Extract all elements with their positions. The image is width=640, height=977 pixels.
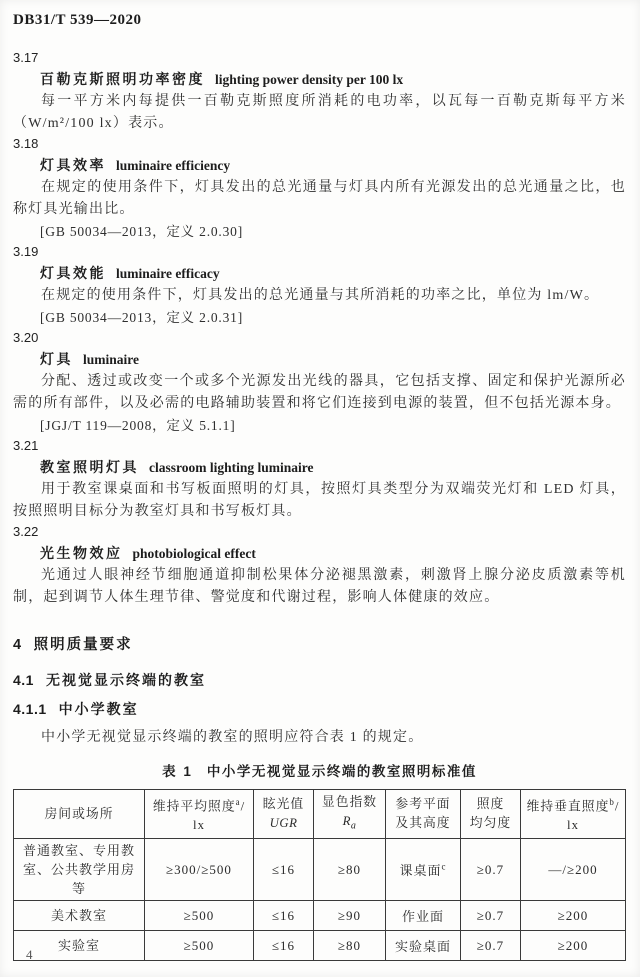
term-en: lighting power density per 100 lx: [215, 72, 404, 87]
cell-reference-plane: 作业面: [386, 901, 461, 931]
table-caption: [13, 760, 626, 780]
header-symbol: UGR: [269, 816, 298, 830]
col-header-uniformity: [461, 790, 521, 839]
term-en: classroom lighting luminaire: [149, 460, 314, 475]
header-text: 照度: [476, 797, 505, 811]
subsection-number: 4.1.1: [13, 701, 47, 717]
cell-ugr: ≤16: [254, 931, 314, 961]
header-unit: lx: [567, 818, 579, 833]
cell-illuminance: ≥500: [145, 901, 254, 931]
col-header-glare: [254, 790, 314, 839]
section-number: 3.21: [13, 438, 39, 453]
header-text: 显色指数: [321, 794, 378, 809]
term-heading: [40, 456, 626, 479]
term-block-3-19: [13, 243, 626, 329]
col-header-color-rendering: [314, 790, 386, 839]
header-text-line2: 及其高度: [395, 816, 451, 830]
header-text: 眩光值: [262, 797, 305, 811]
cell-text: 课桌面: [399, 863, 442, 878]
term-en: photobiological effect: [132, 546, 256, 561]
term-zh: 光生物效应: [40, 545, 123, 561]
subsection-title: 无视觉显示终端的教室: [45, 672, 206, 688]
cell-room: 美术教室: [14, 901, 145, 931]
terms-section: [13, 49, 626, 609]
subsection-heading-4-1: [13, 670, 626, 690]
term-heading: [40, 68, 626, 91]
cell-vertical: —/≥200: [521, 839, 626, 901]
term-definition: 分配、透过或改变一个或多个光源发出光线的器具，它包括支撑、固定和保护光源所必需的所有部件，以及必需的电路辅助装置和将它们连接到电源的装置，但不包括光源本身。: [13, 374, 626, 411]
cell-ugr: ≤16: [254, 839, 314, 901]
section-number: 3.22: [13, 524, 39, 539]
subsection-number: 4.1: [13, 672, 34, 688]
term-definition: 用于教室课桌面和书写板面照明的灯具，按照灯具类型分为双端荧光灯和 LED 灯具，按照照明目标分为教室灯具和书写板灯具。: [13, 482, 626, 519]
header-text: 维持平均照度: [152, 799, 236, 814]
term-zh: 灯具效能: [40, 265, 106, 281]
term-block-3-18: [13, 135, 626, 243]
term-en: luminaire efficiency: [116, 158, 231, 173]
subsection-heading-4-1-1: [13, 699, 626, 719]
col-header-vertical-illuminance: [521, 790, 626, 839]
cell-reference-plane: [386, 839, 461, 901]
term-heading: [40, 542, 626, 565]
term-en: luminaire efficacy: [116, 266, 220, 281]
header-symbol-sub: a: [350, 820, 357, 832]
col-header-reference-plane: [386, 790, 461, 839]
header-text: 房间或场所: [44, 806, 114, 821]
header-text: 维持垂直照度: [526, 799, 610, 814]
source-reference: [GB 50034—2013，定义 2.0.30]: [40, 224, 243, 239]
source-reference: [GB 50034—2013，定义 2.0.31]: [40, 310, 243, 325]
header-text: 参考平面: [395, 797, 451, 811]
page-number: 4: [26, 947, 33, 962]
cell-illuminance: ≥500: [145, 931, 254, 961]
term-heading: [40, 154, 626, 177]
header-unit-sep: /: [240, 799, 246, 814]
header-symbol: R: [342, 813, 351, 828]
cell-vertical: ≥200: [521, 931, 626, 961]
table-row: [14, 901, 626, 931]
term-block-3-22: [13, 523, 626, 609]
table-caption-label: 表 1: [162, 764, 193, 779]
term-definition: 在规定的使用条件下，灯具发出的总光通量与其所消耗的功率之比，单位为 lm/W。: [41, 288, 600, 303]
term-block-3-20: [13, 329, 626, 437]
section-number: 3.17: [13, 50, 39, 65]
chapter-number: 4: [13, 637, 22, 653]
term-block-3-17: [13, 49, 626, 135]
table-header-row: [14, 790, 626, 839]
term-heading: [40, 262, 626, 285]
cell-footnote-sup: c: [441, 861, 447, 872]
term-zh: 灯具: [40, 351, 73, 367]
cell-uniformity: ≥0.7: [461, 901, 521, 931]
col-header-room: [14, 790, 145, 839]
cell-reference-plane: 实验桌面: [386, 931, 461, 961]
cell-ra: ≥80: [314, 839, 386, 901]
standard-values-table: [13, 789, 626, 961]
term-heading: [40, 348, 626, 371]
header-unit-sep: /: [614, 799, 620, 814]
chapter-heading: [13, 633, 626, 654]
cell-ra: ≥90: [314, 901, 386, 931]
chapter-title: 照明质量要求: [33, 637, 133, 653]
section-number: 3.19: [13, 244, 39, 259]
cell-room: 普通教室、专用教室、公共教学用房等: [14, 839, 145, 901]
header-footnote-sup: a: [235, 796, 241, 807]
intro-paragraph: 中小学无视觉显示终端的教室的照明应符合表 1 的规定。: [41, 730, 424, 745]
cell-uniformity: ≥0.7: [461, 931, 521, 961]
term-definition: 光通过人眼神经节细胞通道抑制松果体分泌褪黑激素，刺激肾上腺分泌皮质激素等机制，起到调节人体生理节律、警觉度和代谢过程，影响人体健康的效应。: [13, 568, 626, 605]
doc-code: DB31/T 539—2020: [13, 12, 142, 28]
cell-room: 实验室: [14, 931, 145, 961]
term-definition: 每一平方米内每提供一百勒克斯照度所消耗的电功率，以瓦每一百勒克斯每平方米（W/m²/100 lx）表示。: [13, 94, 626, 131]
cell-illuminance: ≥300/≥500: [145, 839, 254, 901]
term-block-3-21: [13, 437, 626, 523]
term-zh: 教室照明灯具: [40, 459, 139, 475]
header-unit: lx: [193, 818, 205, 833]
header-text-line2: 均匀度: [469, 816, 512, 830]
table-row: [14, 931, 626, 961]
cell-uniformity: ≥0.7: [461, 839, 521, 901]
cell-vertical: ≥200: [521, 901, 626, 931]
cell-ugr: ≤16: [254, 901, 314, 931]
term-en: luminaire: [83, 352, 140, 367]
subsection-title: 中小学教室: [58, 701, 139, 717]
term-zh: 灯具效率: [40, 157, 106, 173]
col-header-maintained-illuminance: [145, 790, 254, 839]
section-number: 3.20: [13, 330, 39, 345]
source-reference: [JGJ/T 119—2008，定义 5.1.1]: [40, 418, 236, 433]
section-number: 3.18: [13, 136, 39, 151]
table-caption-title: 中小学无视觉显示终端的教室照明标准值: [206, 764, 477, 779]
cell-ra: ≥80: [314, 931, 386, 961]
header-footnote-sup: b: [609, 796, 615, 807]
table-row: [14, 839, 626, 901]
term-zh: 百勒克斯照明功率密度: [40, 71, 205, 87]
term-definition: 在规定的使用条件下，灯具发出的总光通量与灯具内所有光源发出的总光通量之比，也称灯具光输出比。: [13, 180, 626, 217]
